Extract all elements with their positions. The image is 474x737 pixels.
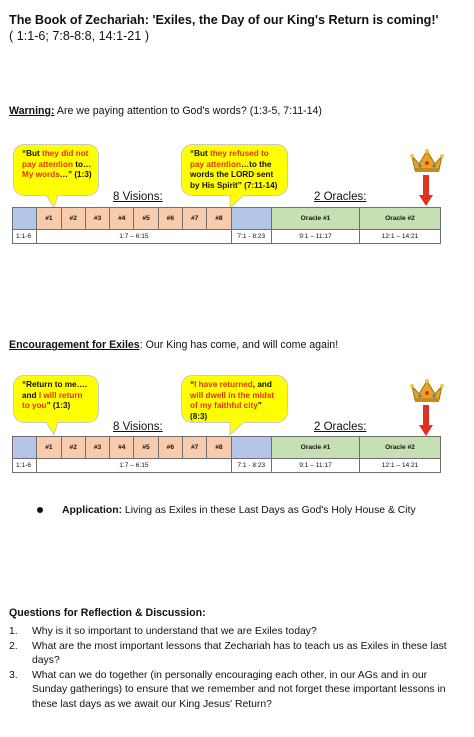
- vision-cell: #7: [182, 437, 206, 459]
- oracle-cell: Oracle #1: [272, 437, 360, 459]
- ref-cell: 1:7 – 6:15: [37, 230, 231, 244]
- questions-title: Questions for Reflection & Discussion:: [9, 607, 206, 619]
- timeline-table: [12, 207, 441, 244]
- ref-cell: 9:1 – 11:17: [272, 230, 360, 244]
- visions-heading: 8 Visions:: [113, 191, 163, 203]
- warning-label: Warning:: [9, 105, 55, 117]
- vision-cell: #1: [37, 437, 61, 459]
- speech-bubble-right: “But they refused to pay attention…to the words the LORD sent by His Spirit” (7:11-14): [181, 144, 288, 196]
- questions-list: [9, 625, 464, 713]
- application-text: Living as Exiles in these Last Days as God's Holy House & City: [122, 505, 416, 516]
- list-item: 2. What are the most important lessons that Zechariah has to teach us as Exiles in these last days?: [9, 640, 447, 667]
- ref-cell: 1:1-6: [13, 230, 37, 244]
- vision-cell: #7: [182, 208, 206, 230]
- vision-cell: #2: [61, 208, 85, 230]
- vision-cell: #8: [207, 437, 231, 459]
- ref-cell: 7:1 - 8:23: [231, 230, 271, 244]
- vision-cell: #1: [37, 208, 61, 230]
- application-label: Application:: [62, 505, 123, 516]
- visions-heading: 8 Visions:: [113, 421, 163, 433]
- ref-cell: 12:1 – 14:21: [360, 459, 441, 473]
- ref-cell: 1:1-6: [13, 459, 37, 473]
- title-main: The Book of Zechariah: 'Exiles, the Day of our King's Return is coming!': [9, 13, 439, 27]
- title-subtitle: ( 1:1-6; 7:8-8:8, 14:1-21 ): [9, 29, 150, 43]
- interlude-cell: [231, 208, 271, 230]
- application-bullet: [37, 505, 416, 516]
- list-item: 3. What can we do together (in personally encouraging each other, in our AGs and in our Sunday gatherings) to ensure that we remember and not forget these important lessons in these last days as we await our King Jesus' Return?: [9, 669, 446, 710]
- ref-cell: 1:7 – 6:15: [37, 459, 231, 473]
- vision-cell: #4: [110, 437, 134, 459]
- speech-bubble-tail: [44, 422, 64, 436]
- intro-cell: [13, 437, 37, 459]
- vision-cell: #3: [85, 437, 109, 459]
- oracles-heading: 2 Oracles:: [314, 421, 367, 433]
- crown-icon: [410, 148, 444, 174]
- page-title: [9, 12, 469, 44]
- vision-cell: #5: [134, 437, 158, 459]
- crown-icon: [410, 378, 444, 404]
- down-arrow-icon: [419, 175, 433, 207]
- encouragement-text: : Our King has come, and will come again!: [139, 339, 339, 351]
- warning-text: Are we paying attention to God's words? (1:3-5, 7:11-14): [54, 105, 322, 117]
- bullet-dot: [37, 507, 43, 513]
- vision-cell: #5: [134, 208, 158, 230]
- oracle-cell: Oracle #1: [272, 208, 360, 230]
- speech-bubble-right: “I have returned, and will dwell in the midst of my faithful city” (8:3): [181, 375, 288, 423]
- timeline-table: [12, 436, 441, 473]
- oracle-cell: Oracle #2: [360, 437, 441, 459]
- ref-cell: 7:1 - 8:23: [231, 459, 271, 473]
- vision-cell: #8: [207, 208, 231, 230]
- speech-bubble-left: “Return to me…. and I will return to you” (1:3): [13, 375, 99, 423]
- ref-cell: 9:1 – 11:17: [272, 459, 360, 473]
- encouragement-label: Encouragement for Exiles: [9, 339, 140, 351]
- vision-cell: #6: [158, 437, 182, 459]
- vision-cell: #3: [85, 208, 109, 230]
- encouragement-line: [9, 338, 338, 352]
- speech-bubble-left: “But they did not pay attention to…My words…” (1:3): [13, 144, 99, 196]
- vision-cell: #2: [61, 437, 85, 459]
- warning-line: [9, 104, 322, 118]
- oracles-heading: 2 Oracles:: [314, 191, 367, 203]
- intro-cell: [13, 208, 37, 230]
- speech-bubble-tail: [226, 422, 250, 436]
- interlude-cell: [231, 437, 271, 459]
- vision-cell: #4: [110, 208, 134, 230]
- ref-cell: 12:1 – 14:21: [360, 230, 441, 244]
- vision-cell: #6: [158, 208, 182, 230]
- list-item: 1. Why is it so important to understand that we are Exiles today?: [9, 626, 317, 637]
- down-arrow-icon: [419, 405, 433, 437]
- oracle-cell: Oracle #2: [360, 208, 441, 230]
